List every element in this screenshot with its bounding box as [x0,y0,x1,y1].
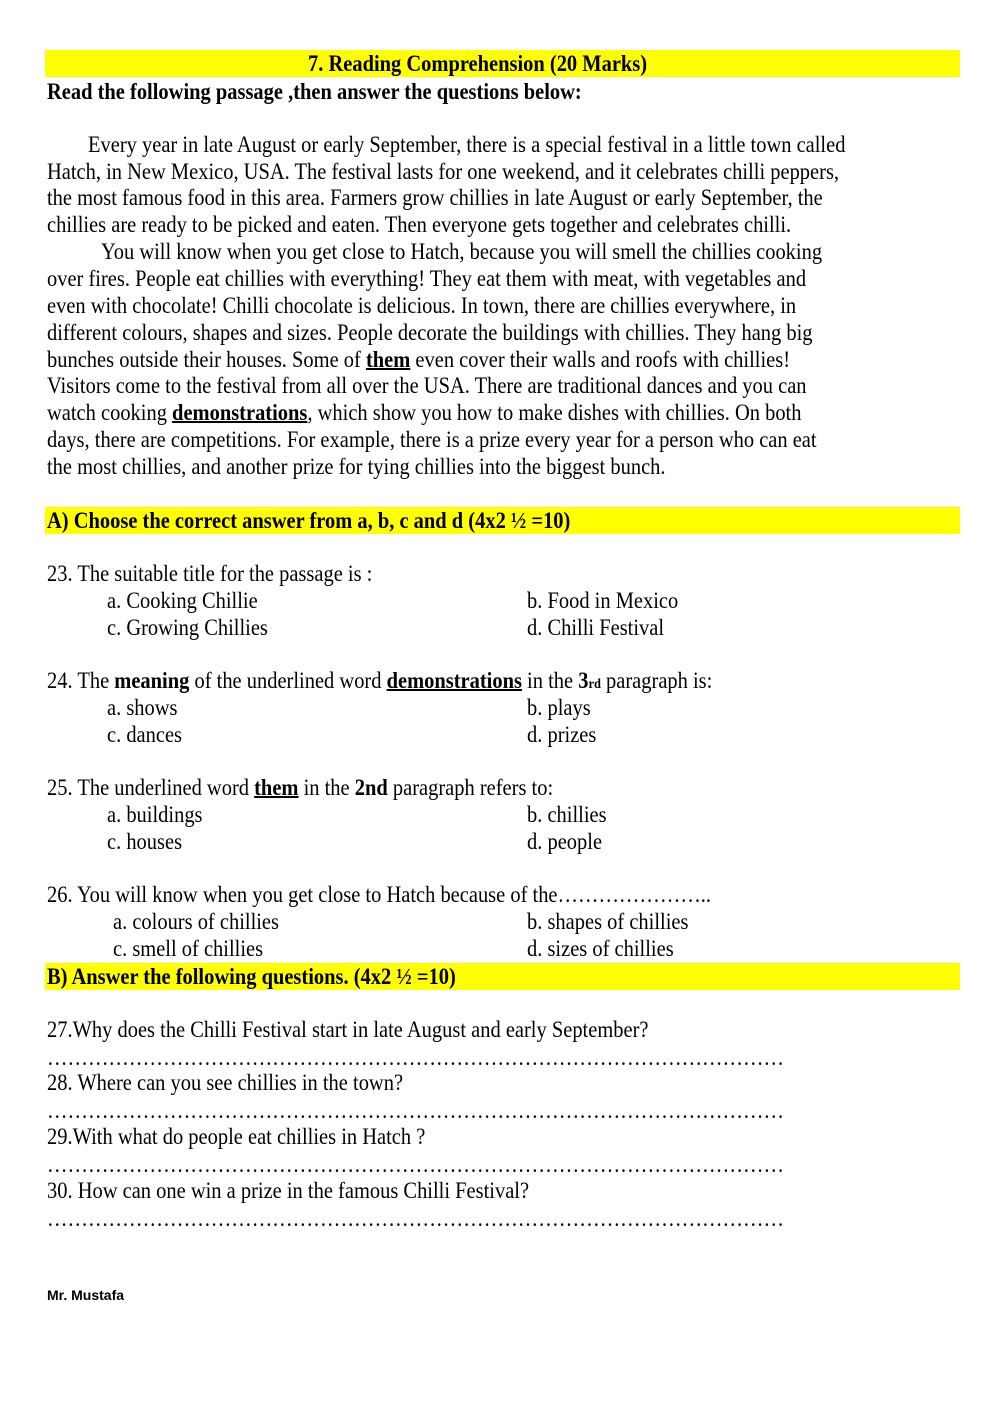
passage-line: different colours, shapes and sizes. People decorate the buildings with chillies. They hang big [47,320,813,345]
answer-option: c. houses [107,829,183,854]
question-text: 28. Where can you see chillies in the town? [47,1070,404,1095]
text-segment: 26. You will know when you get close to Hatch because of the………………….. [47,882,712,907]
question-stem [47,774,553,802]
passage-line: the most chillies, and another prize for tying chillies into the biggest bunch. [47,454,666,479]
answer-option: b. shapes of chillies [527,909,689,934]
text-segment: meaning [114,668,190,693]
passage-line [47,399,801,427]
underlined-word: demonstrations [172,400,308,425]
answer-option: a. Cooking Chillie [107,588,258,613]
passage-line [47,346,790,374]
answer-option: a. buildings [107,802,203,827]
text-segment: even cover their walls and roofs with chillies! [410,347,791,372]
text-segment: of the underlined word [189,668,387,693]
passage-line: Hatch, in New Mexico, USA. The festival lasts for one weekend, and it celebrates chilli peppers, [47,159,840,184]
answer-option: b. Food in Mexico [527,588,679,613]
answer-option: b. plays [527,695,591,720]
text-segment: paragraph is: [600,668,713,693]
text-segment: paragraph refers to: [387,775,554,800]
underlined-word: them [365,347,411,372]
section-b-heading: B) Answer the following questions. (4x2 ½ =10) [47,964,456,989]
author-footer: Mr. Mustafa [47,1287,125,1303]
answer-option: d. people [527,829,603,854]
text-segment: 24. The [47,668,115,693]
underlined-word: them [254,775,299,800]
passage-line: Visitors come to the festival from all over the USA. There are traditional dances and you can [47,373,807,398]
answer-option: c. Growing Chillies [107,615,268,640]
answer-option: d. Chilli Festival [527,615,665,640]
passage-line: even with chocolate! Chilli chocolate is delicious. In town, there are chillies everywhere, in [47,293,797,318]
question-stem [47,560,372,588]
answer-option: a. colours of chillies [113,909,279,934]
question-text: 29.With what do people eat chillies in Hatch ? [47,1124,426,1149]
question-text: 27.Why does the Chilli Festival start in late August and early September? [47,1017,649,1042]
text-segment: bunches outside their houses. Some of [47,347,366,372]
answer-line: ……………………………………………………………………………………………… [47,1152,784,1177]
section-title: 7. Reading Comprehension (20 Marks) [308,51,648,76]
text-segment: in the [521,668,579,693]
passage-line: chillies are ready to be picked and eaten. Then everyone gets together and celebrates chilli. [47,212,792,237]
passage-line: the most famous food in this area. Farmers grow chillies in late August or early September, the [47,185,823,210]
answer-option: b. chillies [527,802,607,827]
answer-option: d. prizes [527,722,597,747]
text-segment: 2nd [354,775,388,800]
answer-line: ……………………………………………………………………………………………… [47,1045,784,1070]
answer-option: c. smell of chillies [113,936,264,961]
passage-line: over fires. People eat chillies with everything! They eat them with meat, with vegetables and [47,266,807,291]
passage-line: Every year in late August or early September, there is a special festival in a little town called [88,132,846,157]
question-text: 30. How can one win a prize in the famous Chilli Festival? [47,1178,530,1203]
instruction: Read the following passage ,then answer the questions below: [47,79,582,104]
question-stem [47,667,712,695]
passage-line: You will know when you get close to Hatch, because you will smell the chillies cooking [101,239,823,264]
text-segment: in the [298,775,355,800]
answer-option: a. shows [107,695,178,720]
section-a-heading: A) Choose the correct answer from a, b, c and d (4x2 ½ =10) [47,508,571,533]
question-stem [47,881,711,909]
answer-line: ……………………………………………………………………………………………… [47,1098,784,1123]
underlined-word: rd [588,677,601,692]
text-segment: 23. The suitable title for the passage is : [47,561,373,586]
underlined-word: demonstrations [386,668,522,693]
answer-option: d. sizes of chillies [527,936,674,961]
text-segment: watch cooking [47,400,173,425]
passage-line: days, there are competitions. For example, there is a prize every year for a person who can eat [47,427,817,452]
answer-option: c. dances [107,722,183,747]
text-segment: 25. The underlined word [47,775,255,800]
text-segment: 3 [578,668,589,693]
text-segment: , which show you how to make dishes with chillies. On both [307,400,802,425]
answer-line: ……………………………………………………………………………………………… [47,1206,784,1231]
